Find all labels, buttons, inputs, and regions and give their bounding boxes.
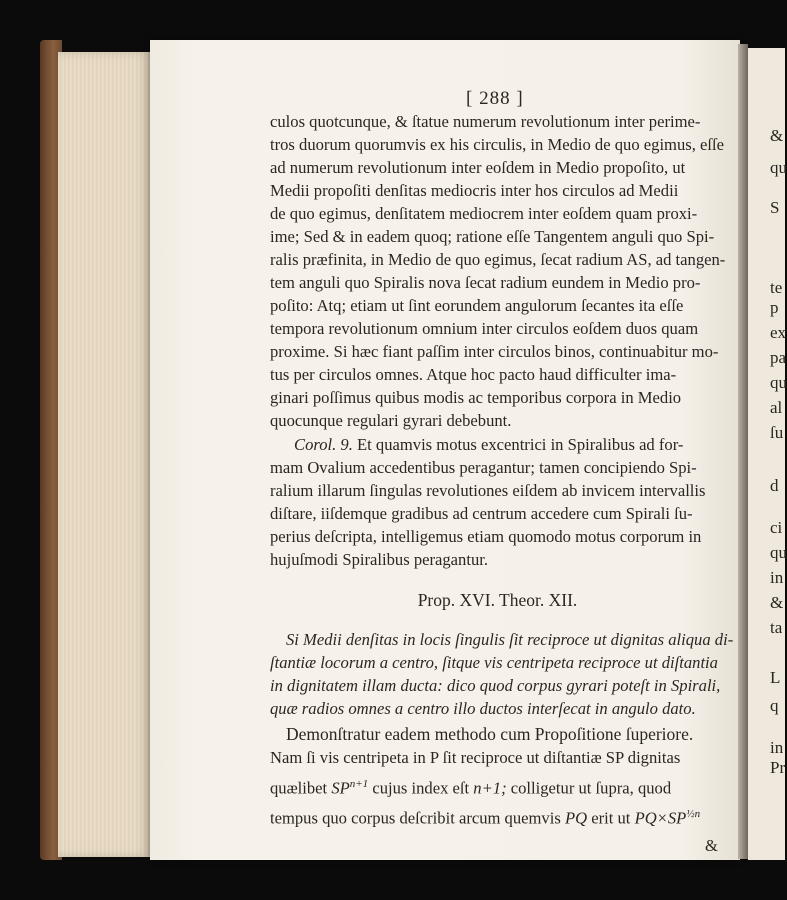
facing-page-text: in <box>770 568 784 587</box>
text-line: perius deſcripta, intelligemus etiam quomodo motus corporum in <box>270 527 702 546</box>
page-edges <box>58 52 150 857</box>
text-line: de quo egimus, denſitatem mediocrem inter eoſdem quam proxi- <box>270 204 698 223</box>
text-line: Et quamvis motus excentrici in Spiralibus ad for- <box>357 435 684 454</box>
facing-page-text: in <box>770 738 784 757</box>
facing-page-text: ta <box>770 618 783 637</box>
corollary-paragraph <box>294 435 683 455</box>
text-line: hujuſmodi Spiralibus peragantur. <box>270 550 488 569</box>
formula-line <box>270 808 700 829</box>
proposition-line: ſtantiæ locorum a centro, ſitque vis centripeta reciproce ut diſtantia <box>270 653 718 672</box>
proposition-line: quæ radios omnes a centro illo ductos interſecat in angulo dato. <box>270 699 696 718</box>
book-gutter <box>738 44 748 859</box>
formula-text: quælibet <box>270 778 328 798</box>
facing-page-text: & <box>770 593 784 612</box>
text-line: poſito: Atq; etiam ut ſint eorundem angulorum ſecantes ita eſſe <box>270 296 684 315</box>
proposition-line: Si Medii denſitas in locis ſingulis ſit reciproce ut dignitas aliqua di- <box>286 630 734 649</box>
text-line: ralis præfinita, in Medio de quo egimus, ſecat radium AS, ad tangen- <box>270 250 726 269</box>
formula-exponent: ½n <box>686 808 701 820</box>
proposition-line: in dignitatem illam ducta: dico quod corpus gyrari poteſt in Spirali, <box>270 676 721 695</box>
facing-page-text: L <box>770 668 781 687</box>
facing-page-text: qu <box>770 158 787 177</box>
text-line: tros duorum quorumvis ex his circulis, in Medio de quo egimus, eſſe <box>270 135 724 154</box>
formula-line <box>270 778 671 799</box>
formula-symbol: PQ×SP <box>634 808 687 828</box>
facing-page-text: q <box>770 696 779 715</box>
facing-page-text: ſu <box>770 423 784 442</box>
text-line: tempora revolutionum omnium inter circulos eoſdem duos quam <box>270 319 699 338</box>
corollary-label: Corol. 9. <box>294 435 353 454</box>
facing-page-text: & <box>770 126 784 145</box>
facing-page-text: ci <box>770 518 783 537</box>
formula-text: tempus quo corpus deſcribit arcum quemvis <box>270 808 561 828</box>
text-line: ime; Sed & in eadem quoq; ratione eſſe Tangentem anguli quo Spi- <box>270 227 715 246</box>
facing-page-text: qu <box>770 543 787 562</box>
facing-page-text: Pr <box>770 758 786 777</box>
facing-page-text: d <box>770 476 779 495</box>
formula-text: colligetur ut ſupra, quod <box>510 778 672 798</box>
facing-page-text: qu <box>770 373 787 392</box>
text-line: diſtare, iiſdemque gradibus ad centrum accedere cum Spirali ſu- <box>270 504 693 523</box>
text-line: tus per circulos omnes. Atque hoc pacto haud difficulter ima- <box>270 365 677 384</box>
catchword: & <box>705 836 718 855</box>
text-line: ginari poſſimus quibus modis ac temporibus corpora in Medio <box>270 388 682 407</box>
facing-page-fragment <box>748 48 785 860</box>
text-line: culos quotcunque, & ſtatue numerum revolutionum inter perime- <box>270 112 701 131</box>
text-line: Demonſtratur eadem methodo cum Propoſitione ſuperiore. <box>286 724 694 744</box>
formula-symbol: PQ <box>564 808 588 828</box>
formula-text: cujus index eſt <box>372 778 470 798</box>
facing-page-text: pa <box>770 348 787 367</box>
text-line: Nam ſi vis centripeta in P ſit reciproce ut diſtantiæ SP dignitas <box>270 748 681 767</box>
text-line: mam Ovalium accedentibus peragantur; tamen concipiendo Spi- <box>270 458 697 477</box>
formula-exponent: n+1 <box>349 778 369 790</box>
text-line: tem anguli quo Spiralis nova ſecat radium eundem in Medio pro- <box>270 273 701 292</box>
facing-page-text: ex <box>770 323 787 342</box>
formula-symbol: n+1; <box>473 778 507 798</box>
text-line: ad numerum revolutionum inter eoſdem in Medio propoſito, ut <box>270 158 686 177</box>
text-line: Medii propoſiti denſitas mediocris inter hos circulos ad Medii <box>270 181 679 200</box>
text-line: quocunque regulari gyrari debebunt. <box>270 411 512 430</box>
facing-page-text: te <box>770 278 783 297</box>
facing-page-text: al <box>770 398 783 417</box>
page-number: [ 288 ] <box>466 88 524 109</box>
text-line: proxime. Si hæc fiant paſſim inter circulos binos, continuabitur mo- <box>270 342 719 361</box>
facing-page-text: S <box>770 198 780 217</box>
facing-page-text: p <box>770 298 779 317</box>
formula-symbol: SP <box>331 778 350 798</box>
text-line: ralium illarum ſingulas revolutiones eiſdem ab invicem intervallis <box>270 481 706 500</box>
proposition-heading: Prop. XVI. Theor. XII. <box>417 590 578 610</box>
formula-text: erit ut <box>591 808 631 828</box>
